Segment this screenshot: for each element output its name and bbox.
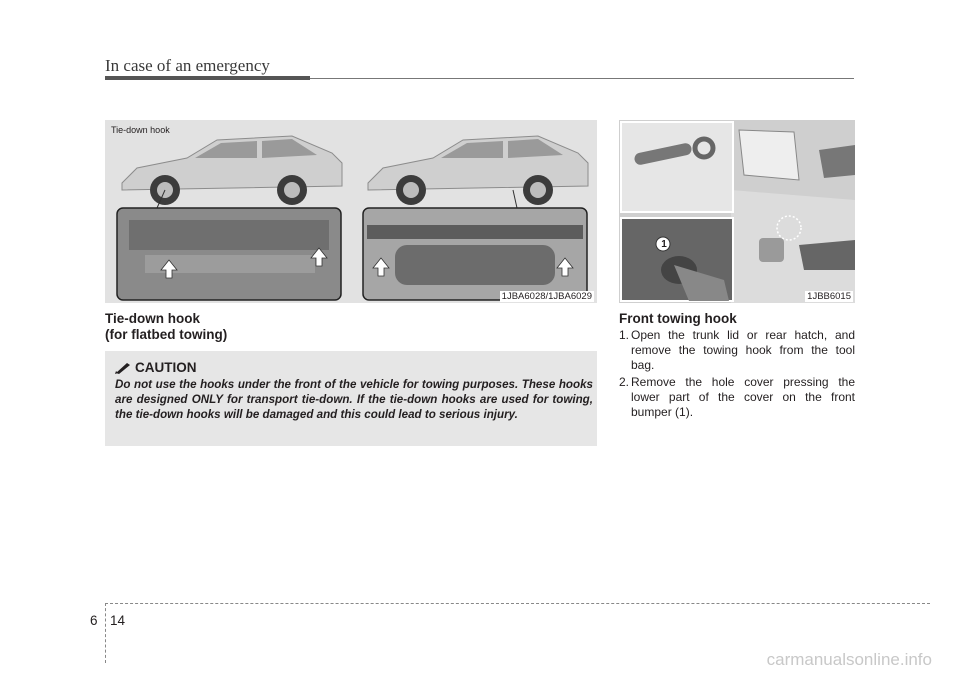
- front-towing-steps: [619, 328, 855, 422]
- step-text: Remove the hole cover pressing the lower part of the cover on the front bumper (1).: [631, 375, 855, 419]
- underbody-front-inset: [117, 208, 341, 300]
- caution-pencil-icon: [115, 362, 131, 374]
- callout-number: 1: [661, 239, 667, 250]
- tiedown-heading-line1: Tie-down hook: [105, 311, 200, 326]
- front-towing-hook-figure: [619, 120, 855, 303]
- caution-text: Do not use the hooks under the front of the vehicle for towing purposes. These hooks are designed ONLY for transport tie-down. If the tie-down hooks are used for towing, the tie-down hooks will be damaged and this could lead to serious injury.: [115, 378, 593, 421]
- hole-cover-inset: [621, 218, 733, 301]
- step-number: 1.: [619, 328, 630, 342]
- front-bumper-illustration: [619, 120, 855, 303]
- tiedown-heading-line2: (for flatbed towing): [105, 327, 228, 342]
- caution-box: [105, 351, 597, 446]
- tiedown-hook-illustration: [105, 120, 597, 303]
- tiedown-hook-figure: [105, 120, 597, 303]
- footer-rule: [105, 603, 930, 604]
- figure-caption: Tie-down hook: [111, 125, 170, 135]
- step-item: [619, 328, 855, 373]
- footer-section-number: 6: [90, 613, 98, 628]
- step-item: [619, 375, 855, 420]
- header-accent-bar: [105, 76, 310, 80]
- figure-code: 1JBA6028/1JBA6029: [501, 291, 592, 302]
- front-towing-heading: Front towing hook: [619, 311, 737, 326]
- figure-code: 1JBB6015: [807, 291, 851, 302]
- watermark: carmanualsonline.info: [766, 650, 932, 669]
- underbody-rear-inset: [363, 208, 587, 300]
- footer-page-number: 14: [110, 613, 126, 628]
- step-text: Open the trunk lid or rear hatch, and remove the towing hook from the tool bag.: [631, 328, 855, 372]
- tiedown-heading: [105, 311, 227, 343]
- header-rule: [310, 78, 854, 79]
- footer-vertical-rule: [105, 603, 106, 663]
- step-number: 2.: [619, 375, 630, 389]
- caution-title: CAUTION: [135, 360, 197, 375]
- section-title: In case of an emergency: [105, 56, 270, 75]
- towing-hook-inset: [621, 122, 733, 212]
